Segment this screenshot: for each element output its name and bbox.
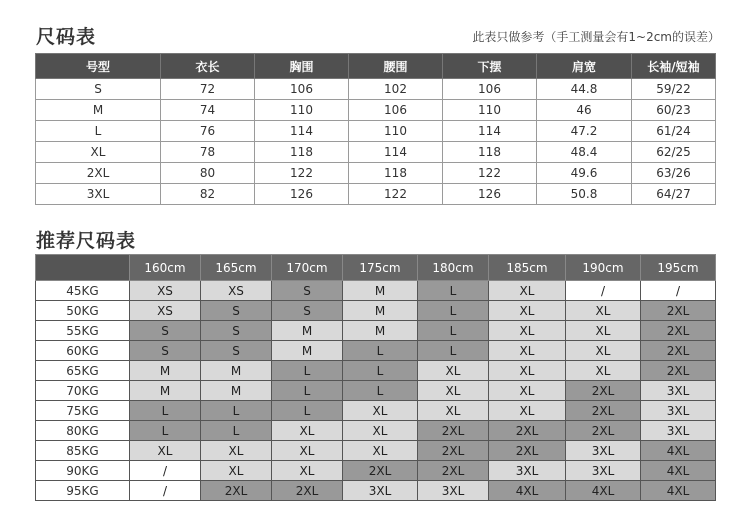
recommended-size-cell: XL [272,441,343,461]
recommended-size-cell: 2XL [641,301,716,321]
size-chart-row [36,79,716,100]
recommended-size-cell: L [272,361,343,381]
recommended-size-cell: L [418,281,489,301]
size-chart-row [36,163,716,184]
measurement-cell: 118 [443,142,537,163]
recommended-size-cell: 3XL [641,401,716,421]
size-chart-title: 尺码表 [36,26,97,48]
header-length: 衣长 [161,54,255,79]
header-chest: 胸围 [255,54,349,79]
recommended-size-cell: XL [489,341,566,361]
measurement-cell: 114 [349,142,443,163]
recommended-size-cell: L [418,321,489,341]
recommended-size-cell: 4XL [566,481,641,501]
recommended-size-cell: M [201,361,272,381]
measurement-cell: 76 [161,121,255,142]
size-chart-row [36,184,716,205]
size-chart-header-row [36,54,716,79]
recommend-row [36,401,716,421]
recommended-size-cell: M [343,301,418,321]
recommended-size-cell: M [272,321,343,341]
measurement-cell: 110 [349,121,443,142]
recommended-size-cell: 4XL [489,481,566,501]
recommended-size-cell: 3XL [566,441,641,461]
measurement-cell: 49.6 [537,163,632,184]
recommended-size-cell: XL [566,361,641,381]
weight-label-cell: 80KG [36,421,130,441]
measurement-cell: 106 [443,79,537,100]
recommended-size-cell: 2XL [489,421,566,441]
measurement-cell: 59/22 [632,79,716,100]
recommended-size-cell: XL [418,361,489,381]
recommended-size-cell: / [641,281,716,301]
measurement-cell: 60/23 [632,100,716,121]
recommended-size-cell: 3XL [641,421,716,441]
weight-label-cell: 70KG [36,381,130,401]
recommended-size-cell: 2XL [272,481,343,501]
recommended-size-cell: 4XL [641,461,716,481]
recommend-header-row [36,255,716,281]
recommend-row [36,321,716,341]
recommended-size-cell: XL [489,381,566,401]
height-header: 170cm [272,255,343,281]
height-header: 195cm [641,255,716,281]
recommended-size-cell: L [272,401,343,421]
recommended-size-cell: XL [489,401,566,421]
measurement-cell: 48.4 [537,142,632,163]
size-label-cell: 2XL [36,163,161,184]
measurement-cell: 80 [161,163,255,184]
recommended-size-cell: 2XL [489,441,566,461]
weight-label-cell: 55KG [36,321,130,341]
recommended-size-cell: S [130,321,201,341]
recommended-size-cell: S [201,341,272,361]
header-waist: 腰围 [349,54,443,79]
measurement-cell: 47.2 [537,121,632,142]
recommended-size-cell: L [343,361,418,381]
recommended-size-cell: M [130,361,201,381]
recommended-size-cell: XL [201,461,272,481]
recommended-size-cell: XS [130,301,201,321]
size-label-cell: XL [36,142,161,163]
recommended-size-cell: S [272,281,343,301]
recommended-size-cell: / [130,481,201,501]
recommend-row [36,441,716,461]
measurement-cell: 114 [443,121,537,142]
recommended-size-cell: XL [489,361,566,381]
recommended-size-cell: 3XL [343,481,418,501]
size-chart-row [36,100,716,121]
recommended-size-cell: 2XL [418,461,489,481]
recommended-size-cell: S [130,341,201,361]
recommend-row [36,341,716,361]
recommended-size-cell: XL [418,381,489,401]
recommended-size-cell: M [343,281,418,301]
recommended-size-cell: 2XL [418,441,489,461]
header-hem: 下摆 [443,54,537,79]
recommended-size-cell: M [201,381,272,401]
recommend-row [36,381,716,401]
recommended-size-cell: M [130,381,201,401]
measurement-cell: 106 [349,100,443,121]
height-header: 190cm [566,255,641,281]
size-label-cell: 3XL [36,184,161,205]
recommended-size-cell: XL [489,321,566,341]
weight-label-cell: 65KG [36,361,130,381]
recommended-size-cell: 4XL [641,481,716,501]
recommended-size-cell: XL [566,301,641,321]
measurement-cell: 50.8 [537,184,632,205]
recommended-size-cell: M [343,321,418,341]
size-chart-row [36,121,716,142]
recommend-row [36,361,716,381]
measurement-cell: 122 [349,184,443,205]
measurement-cell: 118 [349,163,443,184]
measurement-cell: 64/27 [632,184,716,205]
weight-label-cell: 50KG [36,301,130,321]
recommended-size-cell: XL [201,441,272,461]
measurement-cell: 74 [161,100,255,121]
recommended-size-cell: / [566,281,641,301]
recommend-row [36,461,716,481]
recommended-size-cell: L [201,421,272,441]
measurement-cell: 102 [349,79,443,100]
measurement-cell: 61/24 [632,121,716,142]
recommended-size-cell: 2XL [641,341,716,361]
recommended-size-cell: XL [130,441,201,461]
recommended-size-cell: 3XL [566,461,641,481]
measurement-cell: 46 [537,100,632,121]
recommended-size-cell: XL [343,421,418,441]
measurement-cell: 114 [255,121,349,142]
height-header: 185cm [489,255,566,281]
recommended-size-cell: XL [489,281,566,301]
size-chart-row [36,142,716,163]
recommend-row [36,301,716,321]
recommended-size-cell: XL [489,301,566,321]
recommend-title: 推荐尺码表 [36,230,137,252]
weight-label-cell: 60KG [36,341,130,361]
recommended-size-cell: M [272,341,343,361]
recommended-size-cell: L [201,401,272,421]
recommended-size-cell: 3XL [418,481,489,501]
measurement-cell: 126 [443,184,537,205]
recommend-row [36,421,716,441]
recommended-size-cell: / [130,461,201,481]
size-label-cell: M [36,100,161,121]
recommended-size-cell: XL [418,401,489,421]
recommended-size-cell: 2XL [343,461,418,481]
measurement-cell: 62/25 [632,142,716,163]
header-size: 号型 [36,54,161,79]
recommended-size-cell: 4XL [641,441,716,461]
recommended-size-cell: S [272,301,343,321]
recommended-size-cell: L [343,381,418,401]
recommended-size-cell: XL [272,421,343,441]
recommended-size-cell: XL [566,341,641,361]
recommended-size-cell: 3XL [489,461,566,481]
recommended-size-cell: 2XL [641,361,716,381]
recommended-size-cell: XL [343,441,418,461]
weight-label-cell: 75KG [36,401,130,421]
measurement-cell: 82 [161,184,255,205]
measurement-cell: 110 [443,100,537,121]
recommended-size-cell: L [343,341,418,361]
recommended-size-cell: 2XL [418,421,489,441]
recommended-size-cell: XL [566,321,641,341]
recommended-size-cell: S [201,321,272,341]
recommended-size-cell: L [130,401,201,421]
size-chart-table [35,53,716,205]
measurement-cell: 72 [161,79,255,100]
weight-label-cell: 95KG [36,481,130,501]
recommended-size-cell: 2XL [566,401,641,421]
height-header: 160cm [130,255,201,281]
size-label-cell: L [36,121,161,142]
recommended-size-cell: XL [272,461,343,481]
measurement-cell: 44.8 [537,79,632,100]
measurement-cell: 118 [255,142,349,163]
recommended-size-cell: L [418,301,489,321]
recommend-table [35,254,716,501]
measurement-cell: 78 [161,142,255,163]
measurement-cell: 126 [255,184,349,205]
recommended-size-cell: S [201,301,272,321]
measurement-cell: 106 [255,79,349,100]
height-header: 180cm [418,255,489,281]
header-shoulder: 肩宽 [537,54,632,79]
recommended-size-cell: 2XL [566,381,641,401]
measurement-cell: 122 [443,163,537,184]
recommend-row [36,481,716,501]
header-sleeve: 长袖/短袖 [632,54,716,79]
height-header: 175cm [343,255,418,281]
measurement-cell: 110 [255,100,349,121]
weight-label-cell: 90KG [36,461,130,481]
recommend-row [36,281,716,301]
recommended-size-cell: 2XL [566,421,641,441]
recommended-size-cell: 2XL [641,321,716,341]
measurement-note: 此表只做参考（手工测量会有1~2cm的误差） [472,30,720,44]
recommended-size-cell: XS [201,281,272,301]
recommended-size-cell: L [418,341,489,361]
weight-label-cell: 85KG [36,441,130,461]
corner-cell [36,255,130,281]
measurement-cell: 63/26 [632,163,716,184]
recommended-size-cell: XL [343,401,418,421]
measurement-cell: 122 [255,163,349,184]
recommended-size-cell: L [130,421,201,441]
recommended-size-cell: 2XL [201,481,272,501]
weight-label-cell: 45KG [36,281,130,301]
size-label-cell: S [36,79,161,100]
recommended-size-cell: XS [130,281,201,301]
height-header: 165cm [201,255,272,281]
recommended-size-cell: 3XL [641,381,716,401]
recommended-size-cell: L [272,381,343,401]
